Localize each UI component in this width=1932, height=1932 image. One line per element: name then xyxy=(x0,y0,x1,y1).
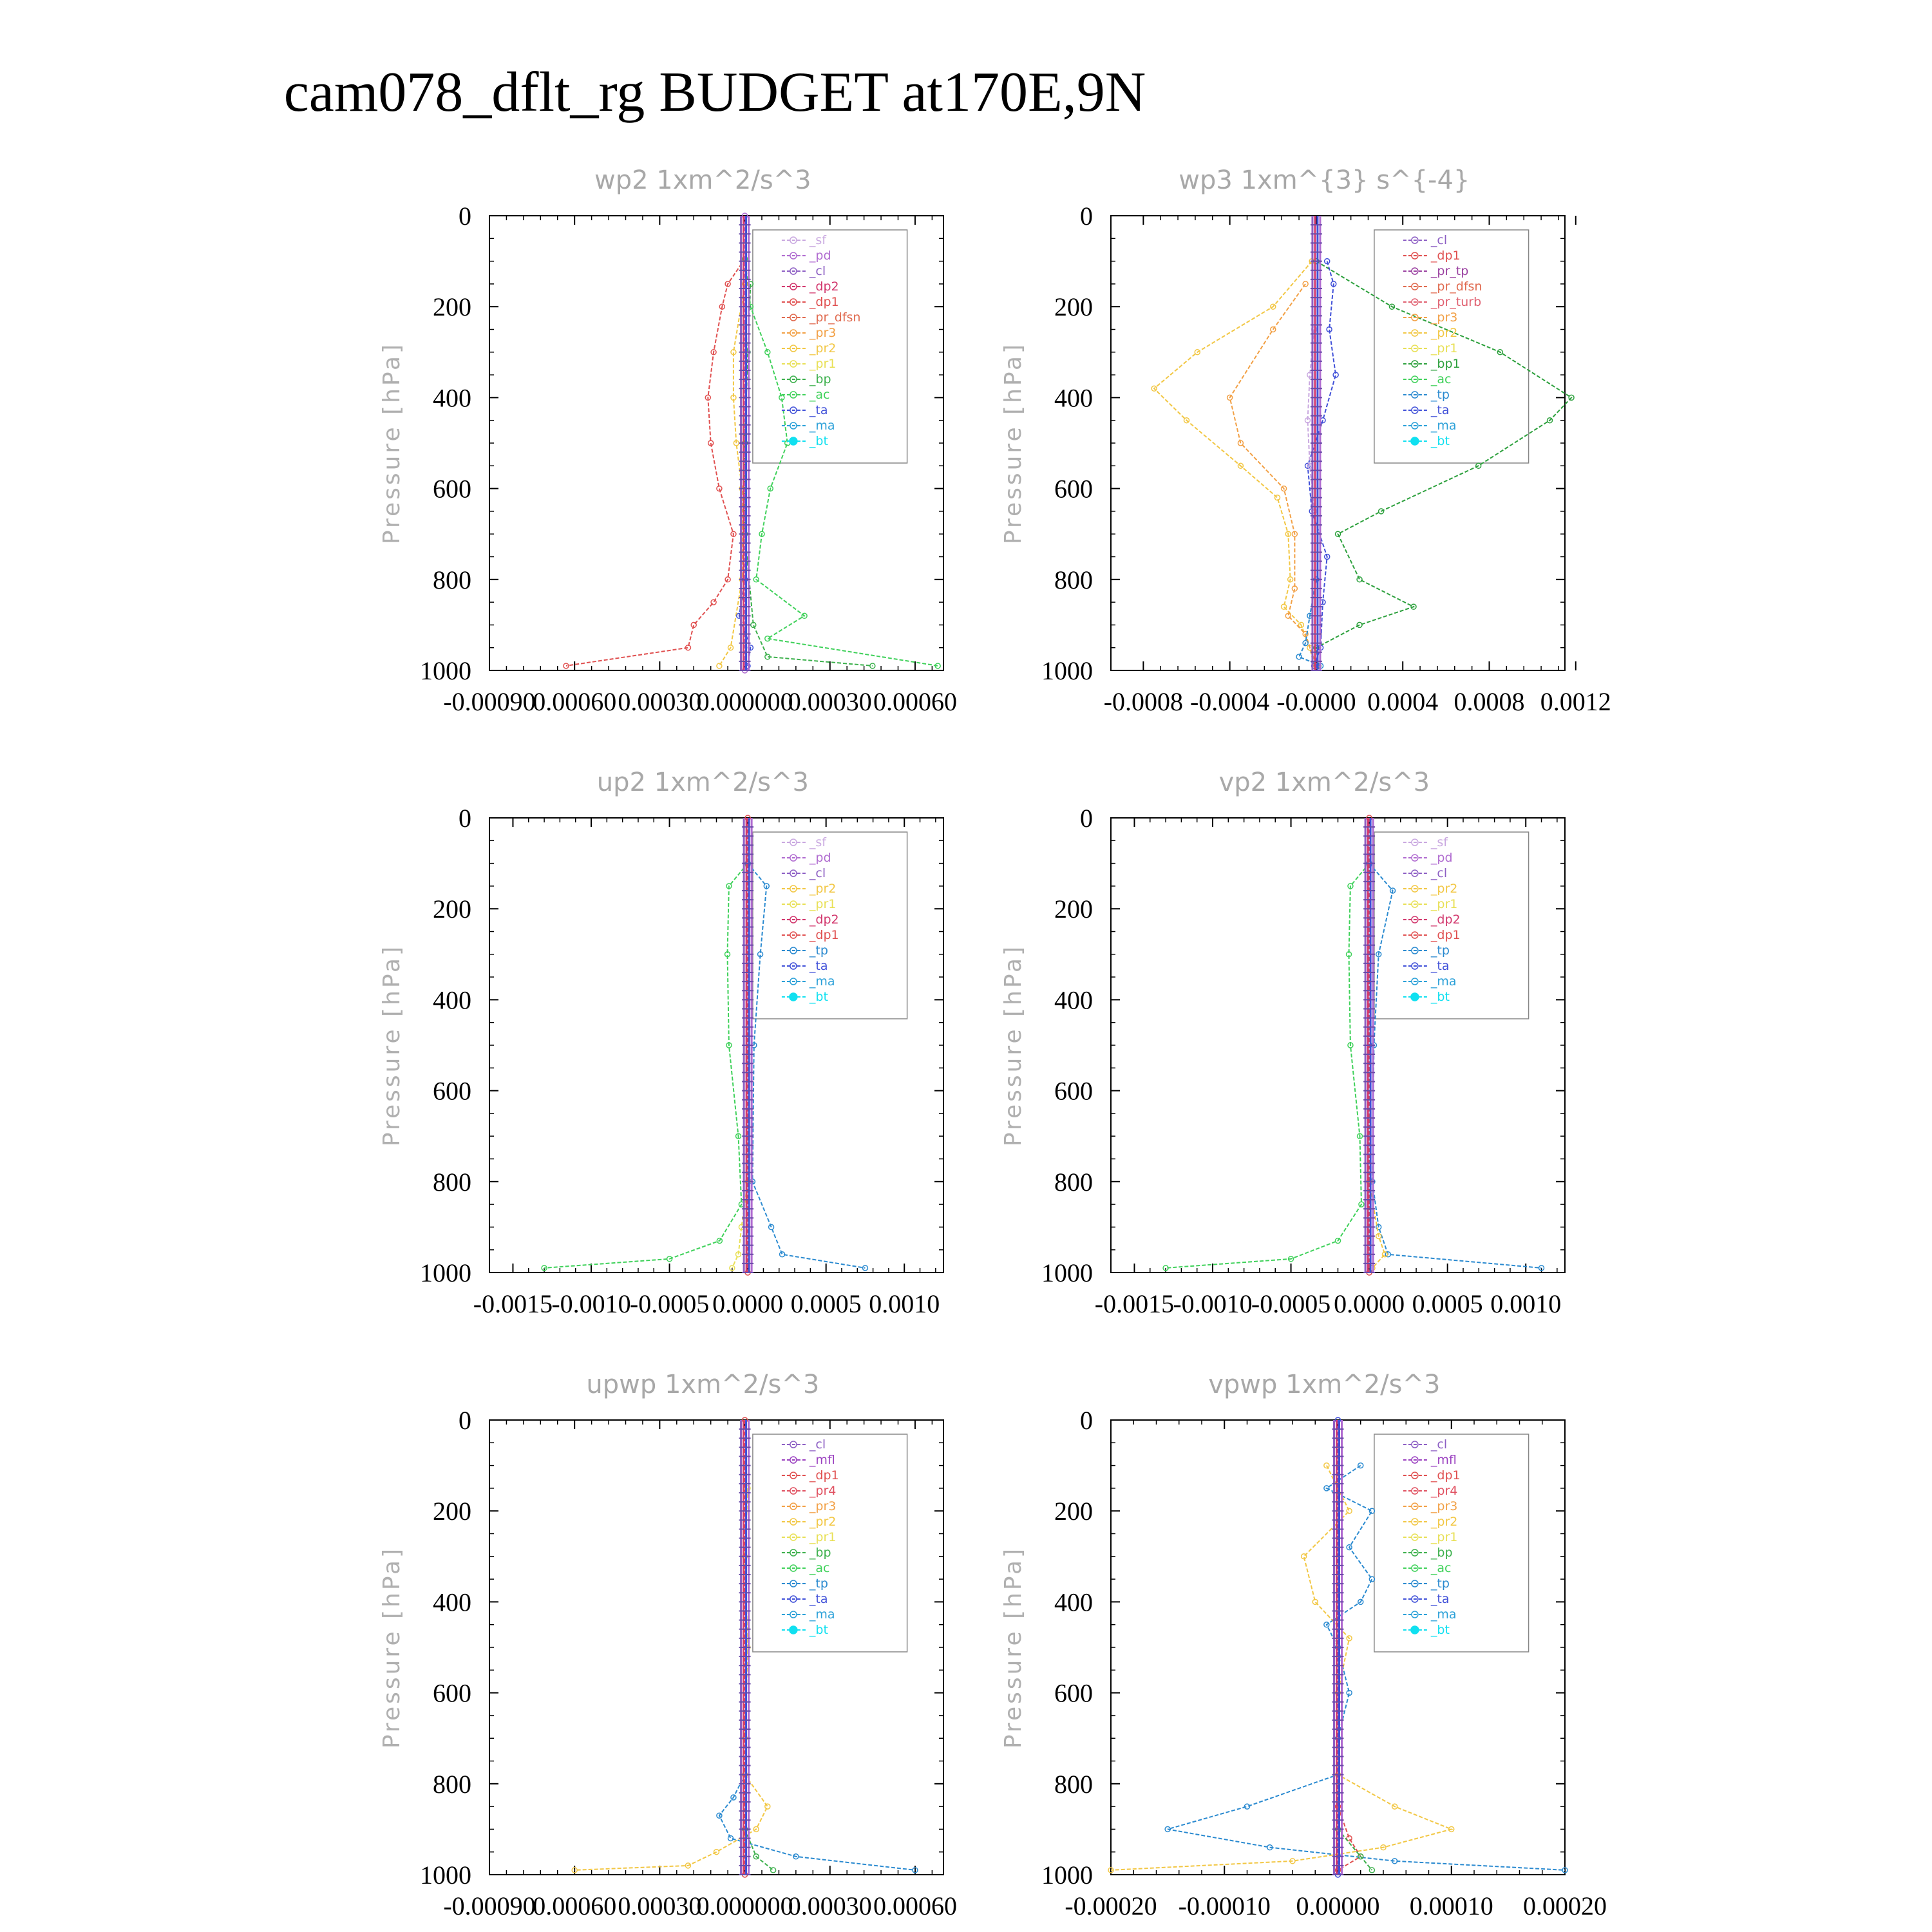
legend-label: _pr2 xyxy=(1430,326,1458,340)
x-tick-label: 0.000000 xyxy=(696,687,793,716)
legend-swatch-marker xyxy=(1411,993,1419,1001)
legend-label: _bt xyxy=(809,990,828,1004)
x-tick-label: 0.0010 xyxy=(869,1289,940,1318)
legend-label: _tp xyxy=(1430,388,1450,402)
legend-label: _tp xyxy=(809,1577,828,1591)
legend-label: _ma xyxy=(809,419,835,433)
x-tick-label: 0.0012 xyxy=(1540,687,1611,716)
legend-label: _pr_tp xyxy=(1430,264,1469,278)
x-tick-label: 0.00030 xyxy=(618,687,702,716)
x-tick-label: -0.0015 xyxy=(1094,1289,1175,1318)
legend-label: _pr3 xyxy=(1430,310,1458,325)
legend-label: _pr1 xyxy=(809,1530,837,1544)
series-line xyxy=(1166,864,1369,1268)
y-tick-label: 0 xyxy=(1080,1406,1093,1435)
legend-label: _pr2 xyxy=(809,341,837,355)
series-point xyxy=(711,600,716,605)
y-axis-label: Pressure [hPa] xyxy=(1000,1546,1027,1749)
y-tick-label: 800 xyxy=(433,1167,471,1197)
legend-label: _ma xyxy=(809,974,835,989)
legend-label: _dp1 xyxy=(1430,1468,1461,1482)
y-tick-label: 600 xyxy=(1054,474,1093,504)
x-tick-label: 0.00030 xyxy=(618,1891,702,1920)
y-axis-label: Pressure [hPa] xyxy=(1000,943,1027,1147)
legend-label: _pr4 xyxy=(809,1484,837,1498)
y-tick-label: 200 xyxy=(433,1497,471,1526)
legend-label: _pr1 xyxy=(1430,1530,1458,1544)
chart-panel xyxy=(1000,166,1611,716)
chart-panel xyxy=(1000,768,1565,1318)
x-tick-label: 0.00060 xyxy=(533,1891,617,1920)
panel-title: upwp 1xm^2/s^3 xyxy=(586,1370,820,1399)
legend-label: _mfl xyxy=(809,1453,835,1467)
legend-label: _mfl xyxy=(1430,1453,1457,1467)
legend-label: _ma xyxy=(809,1607,835,1622)
series-point xyxy=(1296,654,1302,659)
x-tick-label: -0.0005 xyxy=(629,1289,710,1318)
legend-label: _pr3 xyxy=(809,1499,837,1513)
x-tick-label: -0.00010 xyxy=(1178,1891,1271,1920)
legend-label: _bt xyxy=(1430,1623,1450,1637)
legend-label: _cl xyxy=(1430,866,1448,880)
y-tick-label: 0 xyxy=(459,804,471,833)
x-tick-label: -0.0015 xyxy=(473,1289,553,1318)
x-tick-label: -0.0005 xyxy=(1251,1289,1331,1318)
legend-label: _ac xyxy=(1430,372,1452,386)
legend-label: _pr_dfsn xyxy=(1430,279,1482,294)
y-tick-label: 1000 xyxy=(1041,656,1093,685)
page-title: cam078_dflt_rg BUDGET at170E,9N xyxy=(283,61,1146,124)
legend-label: _ma xyxy=(1430,419,1457,433)
legend-label: _pr1 xyxy=(1430,341,1458,355)
x-tick-label: 0.00010 xyxy=(1409,1891,1493,1920)
legend-label: _dp2 xyxy=(809,913,839,927)
legend-label: _ma xyxy=(1430,1607,1457,1622)
legend-label: _bp xyxy=(1430,1546,1453,1560)
y-tick-label: 800 xyxy=(433,1769,471,1799)
y-tick-label: 400 xyxy=(1054,1587,1093,1617)
y-tick-label: 200 xyxy=(433,292,471,322)
y-tick-label: 800 xyxy=(1054,1769,1093,1799)
y-tick-label: 200 xyxy=(1054,1497,1093,1526)
y-tick-label: 400 xyxy=(433,383,471,413)
legend-swatch-marker xyxy=(790,1626,797,1634)
x-tick-label: 0.00060 xyxy=(873,687,957,716)
series-point xyxy=(564,663,569,668)
series-line xyxy=(544,864,748,1268)
legend-label: _dp1 xyxy=(809,928,839,942)
series-line xyxy=(1230,284,1316,666)
series-point xyxy=(717,663,722,668)
chart-panel xyxy=(1000,1370,1607,1920)
legend-label: _pr1 xyxy=(809,357,837,371)
legend-label: _bt xyxy=(1430,434,1450,448)
x-tick-label: 0.0008 xyxy=(1454,687,1525,716)
y-tick-label: 0 xyxy=(1080,202,1093,231)
panel-title: vpwp 1xm^2/s^3 xyxy=(1208,1370,1441,1399)
series-point xyxy=(1347,1508,1352,1513)
series-point xyxy=(771,1868,776,1873)
legend-label: _pr2 xyxy=(1430,1515,1458,1529)
y-tick-label: 200 xyxy=(1054,895,1093,924)
legend-label: _cl xyxy=(1430,1437,1448,1452)
legend-label: _pd xyxy=(1430,851,1453,865)
panel-title: vp2 1xm^2/s^3 xyxy=(1218,768,1430,797)
x-tick-label: 0.0000 xyxy=(1334,1289,1405,1318)
legend-label: _pr2 xyxy=(809,882,837,896)
y-tick-label: 200 xyxy=(433,895,471,924)
legend-label: _pr3 xyxy=(1430,1499,1458,1513)
legend-label: _cl xyxy=(809,1437,826,1452)
y-tick-label: 800 xyxy=(433,565,471,594)
x-tick-label: 0.00060 xyxy=(533,687,617,716)
x-tick-label: -0.0000 xyxy=(1276,687,1356,716)
y-tick-label: 600 xyxy=(433,1678,471,1708)
legend-label: _tp xyxy=(1430,1577,1450,1591)
series-point xyxy=(862,1265,867,1271)
series-point xyxy=(1357,577,1362,582)
series-line xyxy=(566,259,745,666)
legend-label: _ac xyxy=(1430,1561,1452,1575)
legend-label: _tp xyxy=(1430,943,1450,958)
y-tick-label: 1000 xyxy=(1041,1258,1093,1287)
y-tick-label: 1000 xyxy=(420,656,471,685)
y-tick-label: 400 xyxy=(1054,985,1093,1015)
legend-label: _pr2 xyxy=(1430,882,1458,896)
legend-label: _ac xyxy=(809,1561,830,1575)
y-tick-label: 0 xyxy=(459,1406,471,1435)
legend-label: _ac xyxy=(809,388,830,402)
legend-label: _sf xyxy=(1430,835,1448,849)
legend-label: _pr_turb xyxy=(1430,295,1482,309)
y-tick-label: 800 xyxy=(1054,1167,1093,1197)
legend-label: _sf xyxy=(809,233,826,247)
legend-label: _dp1 xyxy=(1430,928,1461,942)
x-tick-label: -0.0004 xyxy=(1189,687,1270,716)
legend-label: _cl xyxy=(809,264,826,278)
y-tick-label: 1000 xyxy=(420,1258,471,1287)
legend-swatch-marker xyxy=(790,437,797,445)
y-axis-label: Pressure [hPa] xyxy=(379,1546,405,1749)
legend-label: _dp1 xyxy=(1430,249,1461,263)
series-point xyxy=(1369,1868,1374,1873)
y-axis-label: Pressure [hPa] xyxy=(1000,341,1027,545)
y-tick-label: 600 xyxy=(1054,1076,1093,1106)
x-tick-label: 0.00060 xyxy=(873,1891,957,1920)
y-tick-label: 600 xyxy=(1054,1678,1093,1708)
x-tick-label: -0.0008 xyxy=(1103,687,1184,716)
x-tick-label: -0.0010 xyxy=(1173,1289,1253,1318)
x-tick-label: 0.0010 xyxy=(1490,1289,1562,1318)
legend-label: _bp1 xyxy=(1430,357,1461,371)
legend-label: _bt xyxy=(809,434,828,448)
y-tick-label: 400 xyxy=(433,1587,471,1617)
legend-label: _pr1 xyxy=(1430,897,1458,911)
legend-label: _dp2 xyxy=(1430,913,1461,927)
legend-label: _pd xyxy=(809,851,831,865)
legend-label: _pr2 xyxy=(809,1515,837,1529)
legend-label: _ta xyxy=(809,1592,828,1606)
y-tick-label: 400 xyxy=(1054,383,1093,413)
legend-label: _ta xyxy=(1430,1592,1450,1606)
series-point xyxy=(870,663,875,668)
x-tick-label: -0.0010 xyxy=(551,1289,631,1318)
legend-label: _bp xyxy=(809,1546,831,1560)
series-line xyxy=(574,1775,768,1870)
x-tick-label: 0.00000 xyxy=(1296,1891,1380,1920)
legend-label: _ta xyxy=(1430,959,1450,973)
x-tick-label: -0.00020 xyxy=(1065,1891,1157,1920)
chart-panel xyxy=(379,166,957,716)
legend-label: _pr3 xyxy=(809,326,837,340)
legend-label: _cl xyxy=(1430,233,1448,247)
y-tick-label: 400 xyxy=(433,985,471,1015)
legend-label: _pr4 xyxy=(1430,1484,1458,1498)
x-tick-label: 0.0004 xyxy=(1367,687,1439,716)
legend-label: _ta xyxy=(1430,403,1450,417)
y-tick-label: 800 xyxy=(1054,565,1093,594)
panel-title: wp2 1xm^2/s^3 xyxy=(594,166,811,195)
legend-label: _ma xyxy=(1430,974,1457,989)
legend-label: _pr_dfsn xyxy=(809,310,861,325)
y-tick-label: 600 xyxy=(433,1076,471,1106)
legend-label: _ta xyxy=(809,959,828,973)
y-tick-label: 0 xyxy=(459,202,471,231)
legend-label: _sf xyxy=(809,835,826,849)
legend-swatch-marker xyxy=(790,993,797,1001)
legend-label: _bt xyxy=(1430,990,1450,1004)
legend-label: _bt xyxy=(809,1623,828,1637)
panel-title: up2 1xm^2/s^3 xyxy=(596,768,809,797)
y-tick-label: 1000 xyxy=(1041,1861,1093,1889)
y-tick-label: 600 xyxy=(433,474,471,504)
x-tick-label: 0.0000 xyxy=(712,1289,784,1318)
legend-label: _tp xyxy=(809,943,828,958)
x-tick-label: 0.00030 xyxy=(788,1891,872,1920)
legend-label: _cl xyxy=(809,866,826,880)
panel-title: wp3 1xm^{3} s^{-4} xyxy=(1179,166,1470,195)
y-tick-label: 200 xyxy=(1054,292,1093,322)
legend-label: _ta xyxy=(809,403,828,417)
legend-label: _pr1 xyxy=(809,897,837,911)
y-axis-label: Pressure [hPa] xyxy=(379,341,405,545)
series-line xyxy=(1154,261,1314,666)
legend-label: _bp xyxy=(809,372,831,386)
legend-label: _dp1 xyxy=(809,1468,839,1482)
legend-label: _dp1 xyxy=(809,295,839,309)
y-tick-label: 1000 xyxy=(420,1861,471,1889)
x-tick-label: 0.00030 xyxy=(788,687,872,716)
x-tick-label: 0.0005 xyxy=(1412,1289,1483,1318)
legend-swatch-marker xyxy=(1411,437,1419,445)
x-tick-label: 0.000000 xyxy=(696,1891,793,1920)
chart-panel xyxy=(379,768,943,1318)
series-point xyxy=(1324,1463,1329,1468)
chart-panel xyxy=(379,1370,957,1920)
y-axis-label: Pressure [hPa] xyxy=(379,943,405,1147)
y-tick-label: 0 xyxy=(1080,804,1093,833)
legend-label: _dp2 xyxy=(809,279,839,294)
legend-swatch-marker xyxy=(1411,1626,1419,1634)
x-tick-label: 0.0005 xyxy=(790,1289,862,1318)
series-point xyxy=(1303,281,1308,287)
legend-label: _pd xyxy=(809,249,831,263)
x-tick-label: -0.00090 xyxy=(443,1891,536,1920)
x-tick-label: 0.00020 xyxy=(1523,1891,1607,1920)
x-tick-label: -0.00090 xyxy=(443,687,536,716)
series-point xyxy=(765,1804,770,1809)
